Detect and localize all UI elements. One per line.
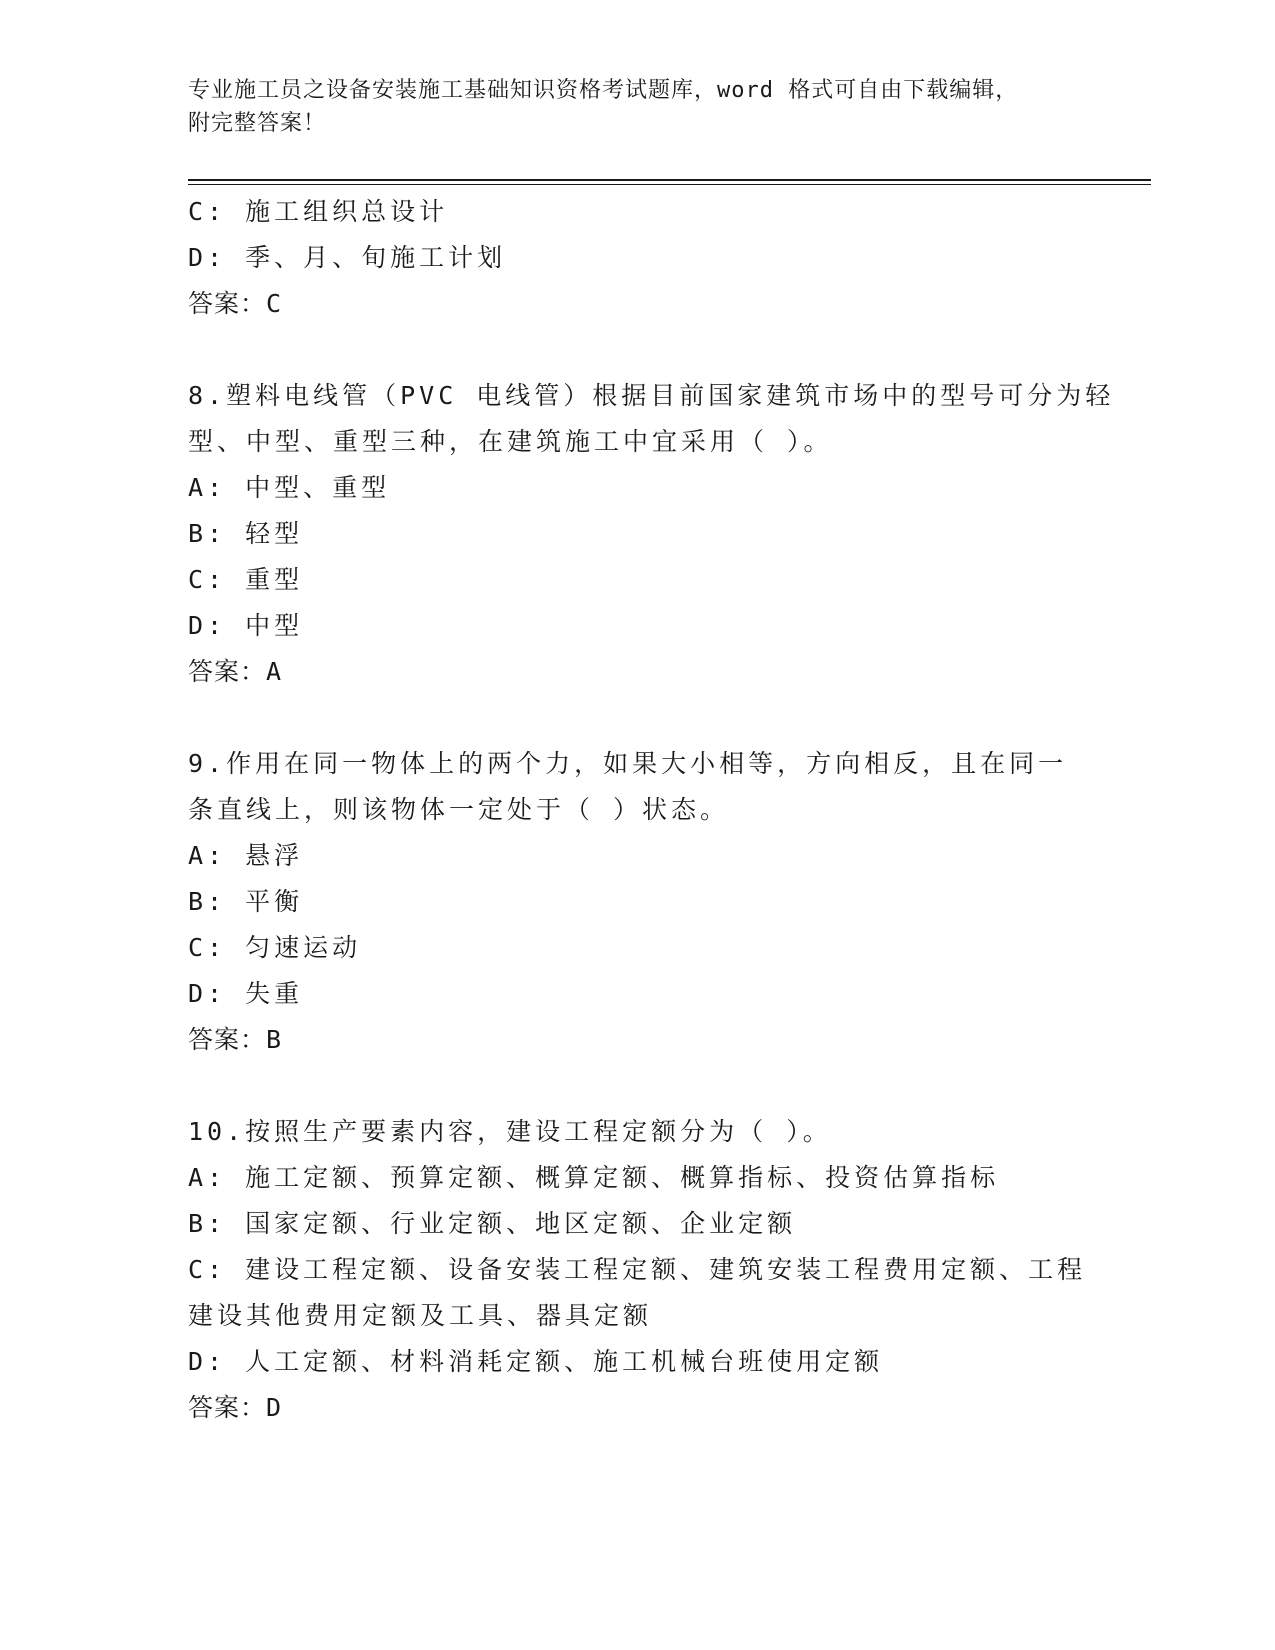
answer-label: 答案：: [188, 289, 267, 318]
question-9: [188, 741, 1088, 1063]
option-b: B: 轻型: [188, 519, 304, 548]
spacer: [188, 695, 1088, 741]
header-line-1: 专业施工员之设备安装施工基础知识资格考试题库，word 格式可自由下载编辑，: [188, 78, 1019, 103]
option-a: A: 施工定额、预算定额、概算定额、概算指标、投资估算指标: [188, 1163, 1000, 1192]
answer-label: 答案：: [188, 1393, 267, 1422]
answer-line: [188, 649, 1088, 695]
answer-line: [188, 1017, 1088, 1063]
question-8: [188, 373, 1115, 695]
option-c: C: 匀速运动: [188, 933, 362, 962]
spacer: [188, 1063, 1088, 1109]
question-list: [188, 189, 1115, 1431]
spacer: [188, 327, 1088, 373]
option-c: C: 重型: [188, 565, 304, 594]
option-d: D: 中型: [188, 611, 304, 640]
option-b: B: 国家定额、行业定额、地区定额、企业定额: [188, 1209, 797, 1238]
option-a: A: 中型、重型: [188, 473, 391, 502]
question-7-tail: [188, 189, 1088, 327]
answer-value: C: [266, 289, 286, 318]
option-d: D: 人工定额、材料消耗定额、施工机械台班使用定额: [188, 1347, 884, 1376]
option-a: A: 悬浮: [188, 841, 304, 870]
option-c-continued: 建设其他费用定额及工具、器具定额: [188, 1301, 653, 1330]
document-header: [188, 74, 1088, 140]
question-10: [188, 1109, 1088, 1431]
option-d: D: 季、月、旬施工计划: [188, 243, 507, 272]
answer-line: [188, 1385, 1088, 1431]
option-d: D: 失重: [188, 979, 304, 1008]
answer-line: [188, 281, 1088, 327]
option-b: B: 平衡: [188, 887, 304, 916]
answer-label: 答案：: [188, 1025, 267, 1054]
answer-value: B: [266, 1025, 286, 1054]
answer-value: A: [266, 657, 286, 686]
option-c: C: 建设工程定额、设备安装工程定额、建筑安装工程费用定额、工程: [188, 1255, 1087, 1284]
answer-value: D: [266, 1393, 286, 1422]
header-line-2: 附完整答案！: [188, 111, 327, 136]
question-stem: 9.作用在同一物体上的两个力，如果大小相等，方向相反，且在同一: [188, 749, 1068, 778]
option-c: C: 施工组织总设计: [188, 197, 449, 226]
question-stem-continued: 条直线上，则该物体一定处于（ ）状态。: [188, 795, 730, 824]
question-stem: 10.按照生产要素内容，建设工程定额分为（ ）。: [188, 1117, 832, 1146]
question-stem: 8.塑料电线管（PVC 电线管）根据目前国家建筑市场中的型号可分为轻: [188, 381, 1115, 410]
question-stem-continued: 型、中型、重型三种，在建筑施工中宜采用（ ）。: [188, 427, 833, 456]
answer-label: 答案：: [188, 657, 267, 686]
header-divider-thin: [188, 184, 1151, 185]
header-divider-thick: [188, 179, 1151, 181]
